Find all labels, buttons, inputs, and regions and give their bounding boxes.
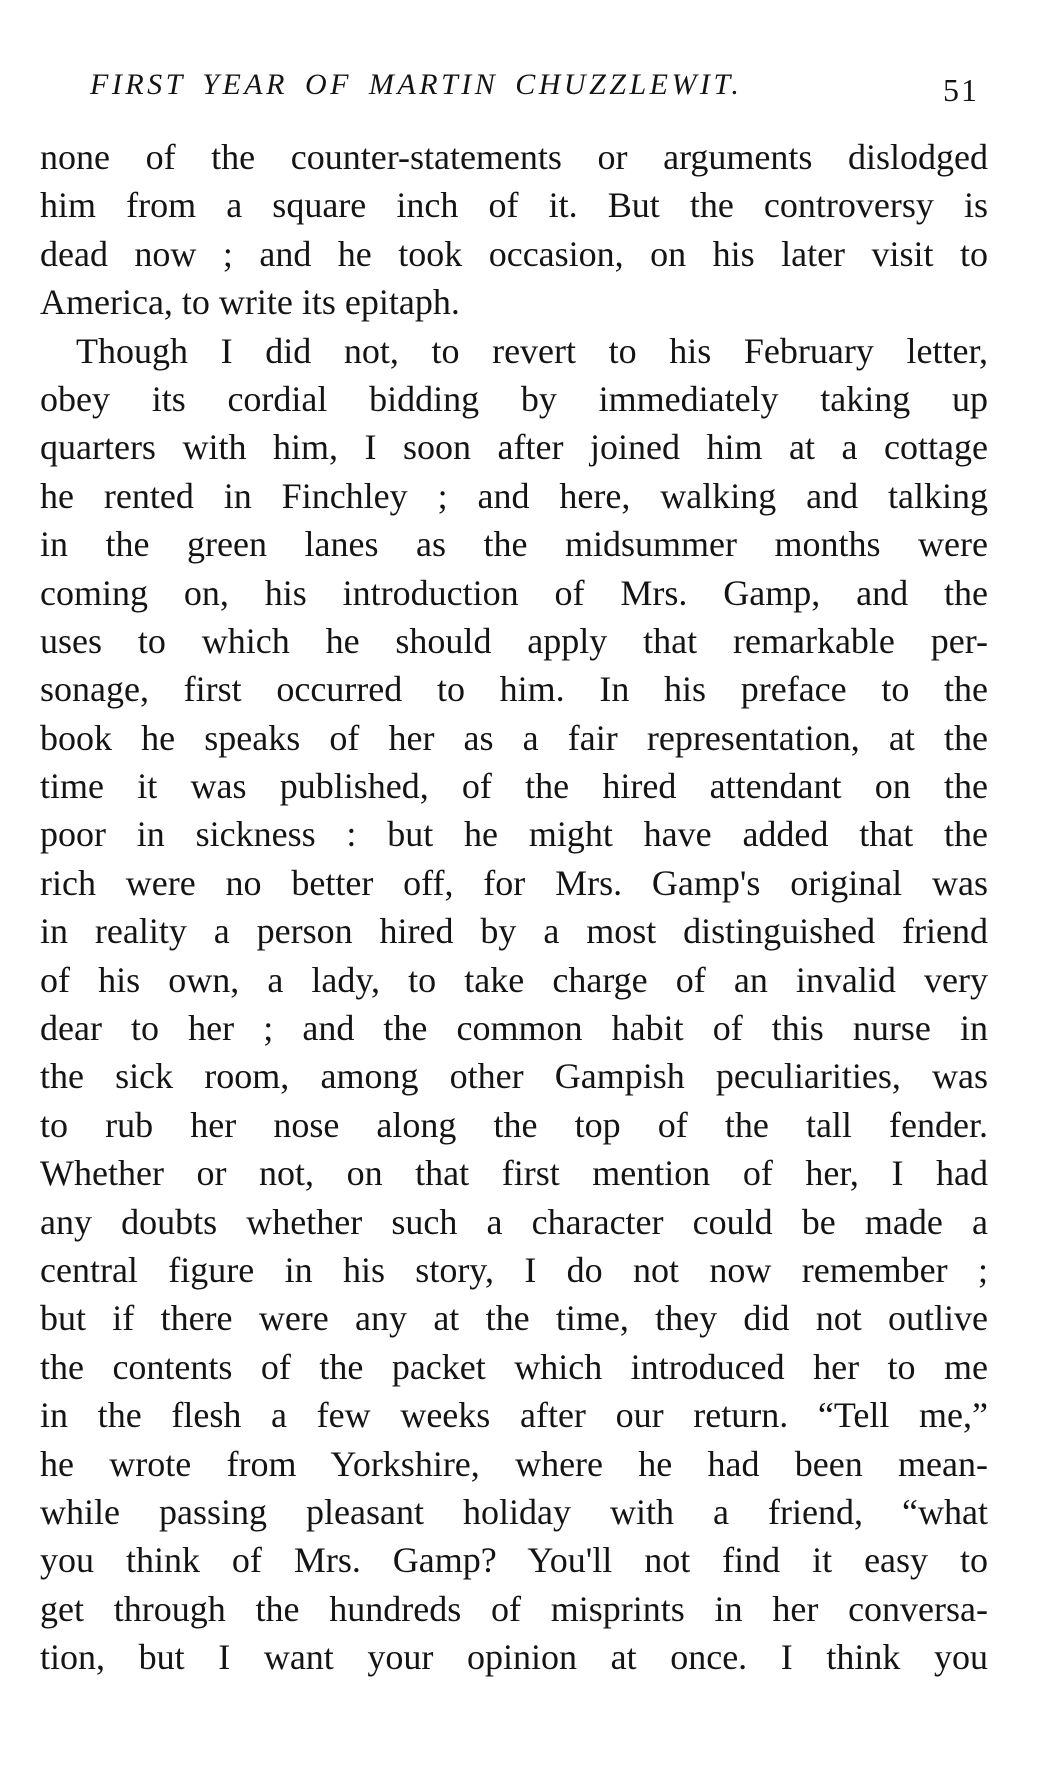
text-line: any doubts whether such a character could be made a	[40, 1201, 988, 1242]
page-number: 51	[943, 72, 979, 108]
text-line: Whether or not, on that first mention of her, I had	[40, 1153, 988, 1194]
text-line: while passing pleasant holiday with a friend, “what	[40, 1491, 988, 1532]
text-line: he rented in Finchley ; and here, walking and talking	[40, 475, 988, 516]
text-line: central figure in his story, I do not now remember ;	[40, 1249, 988, 1290]
text-line: in the flesh a few weeks after our return. “Tell me,”	[40, 1395, 988, 1436]
running-title: FIRST YEAR OF MARTIN CHUZZLEWIT.	[90, 68, 743, 101]
text-line: sonage, first occurred to him. In his preface to the	[40, 669, 988, 710]
text-line: Though I did not, to revert to his February letter,	[76, 330, 988, 371]
text-line: dear to her ; and the common habit of this nurse in	[40, 1008, 988, 1049]
text-line: to rub her nose along the top of the tall fender.	[40, 1104, 988, 1145]
text-line: him from a square inch of it. But the controversy is	[40, 185, 988, 226]
text-line: book he speaks of her as a fair representation, at the	[40, 717, 988, 758]
text-line: none of the counter-statements or arguments dislodged	[40, 137, 988, 177]
text-line: uses to which he should apply that remarkable per-	[40, 620, 988, 661]
text-line: in reality a person hired by a most distinguished friend	[40, 911, 988, 952]
text-line: you think of Mrs. Gamp? You'll not find it easy to	[40, 1540, 988, 1581]
text-line: the contents of the packet which introduced her to me	[40, 1346, 988, 1387]
paragraph-1	[40, 133, 988, 327]
text-line: dead now ; and he took occasion, on his later visit to	[40, 233, 988, 274]
running-head	[82, 62, 987, 112]
text-line: quarters with him, I soon after joined him at a cottage	[40, 427, 988, 468]
text-line: in the green lanes as the midsummer months were	[40, 524, 988, 565]
text-line: poor in sickness : but he might have added that the	[40, 814, 988, 855]
text-line: rich were no better off, for Mrs. Gamp's original was	[40, 862, 988, 903]
body-text	[40, 133, 988, 1682]
text-line: get through the hundreds of misprints in her conversa-	[40, 1588, 988, 1629]
paragraph-2	[40, 327, 988, 1682]
text-line: coming on, his introduction of Mrs. Gamp, and the	[40, 572, 988, 613]
text-line: but if there were any at the time, they did not outlive	[40, 1298, 988, 1339]
text-line: the sick room, among other Gampish peculiarities, was	[40, 1056, 988, 1097]
text-line: America, to write its epitaph.	[40, 282, 460, 323]
text-line: of his own, a lady, to take charge of an invalid very	[40, 959, 988, 1000]
text-line: he wrote from Yorkshire, where he had been mean-	[40, 1443, 988, 1484]
text-line: tion, but I want your opinion at once. I think you	[40, 1637, 988, 1678]
text-line: time it was published, of the hired attendant on the	[40, 766, 988, 807]
text-line: obey its cordial bidding by immediately taking up	[40, 378, 988, 419]
